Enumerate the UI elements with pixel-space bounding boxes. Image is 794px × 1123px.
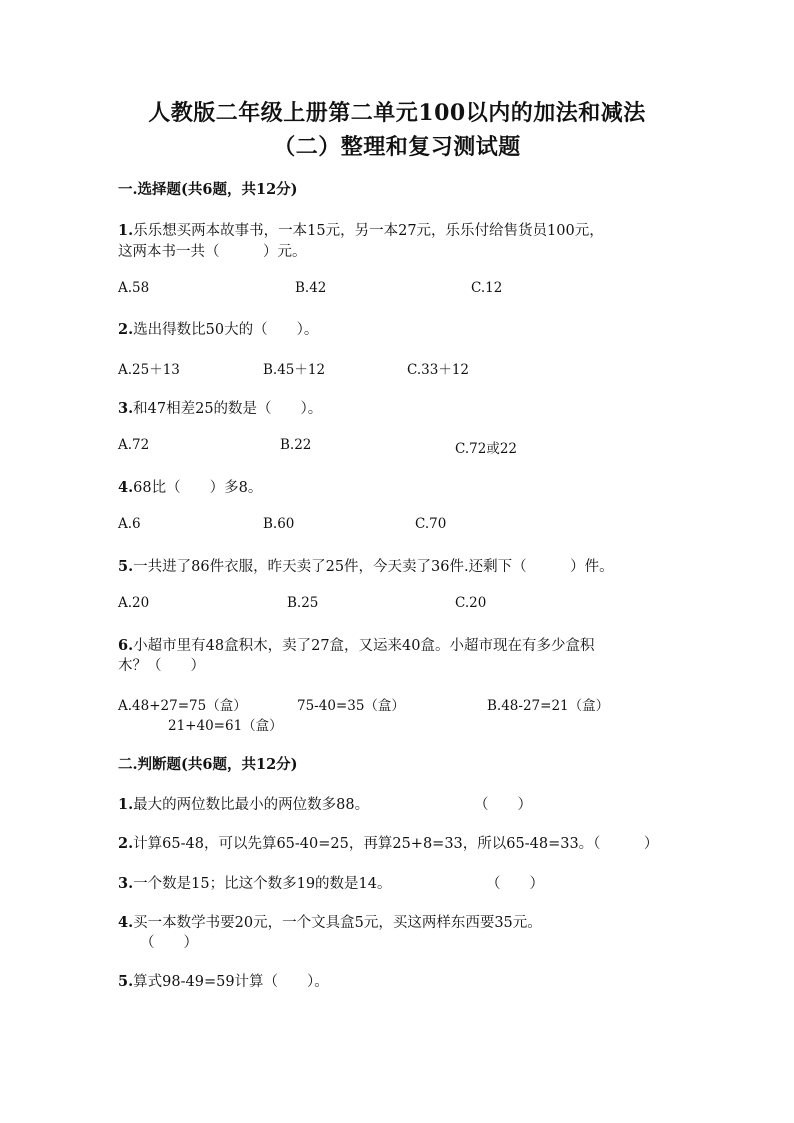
option-a: A.58 [118, 280, 150, 296]
option-c: C.20 [455, 595, 487, 611]
option-a: A.20 [118, 595, 150, 611]
option-b-step2: 21+40=61（盒） [168, 718, 283, 734]
judgement-question-4 [118, 911, 542, 932]
question-number: 6. [118, 637, 134, 654]
question-text: 算式98-49=59计算（ ）。 [133, 974, 329, 990]
question-text: 68比（ ）多8。 [133, 480, 263, 496]
answer-blank: （ ） [474, 797, 532, 813]
question-text: 小超市里有48盒积木，卖了27盒，又运来40盒。小超市现在有多少盒积 [133, 638, 595, 654]
option-b: B.60 [263, 516, 295, 532]
question-number: 2. [118, 835, 134, 852]
option-b: B.25 [287, 595, 319, 611]
question-text-continued: 木？（ ） [118, 658, 205, 674]
question-text-continued: 这两本书一共（ ）元。 [118, 244, 307, 260]
question-number: 5. [118, 558, 134, 575]
option-a-step2: 75-40=35（盒） [297, 698, 405, 714]
option-c: C.33＋12 [407, 362, 469, 378]
judgement-question-1 [118, 793, 369, 814]
option-b: B.48-27=21（盒） [487, 698, 610, 714]
question-number: 5. [118, 973, 134, 990]
judgement-question-5 [118, 970, 329, 991]
section-heading-judgement: 二.判断题(共6题，共12分) [118, 756, 298, 773]
option-b: B.42 [295, 280, 327, 296]
question-number: 1. [118, 222, 134, 239]
section-heading-choice: 一.选择题(共6题，共12分) [118, 181, 298, 198]
choice-question-3 [118, 397, 322, 418]
question-number: 4. [118, 914, 134, 931]
option-a: A.48+27=75（盒） [118, 698, 247, 714]
choice-question-5 [118, 555, 614, 576]
choice-question-6 [118, 634, 595, 655]
question-text: 买一本数学书要20元，一个文具盒5元，买这两样东西要35元。 [133, 915, 542, 931]
question-number: 4. [118, 479, 134, 496]
question-text: 和47相差25的数是（ ）。 [133, 401, 323, 417]
question-text: 一个数是15；比这个数多19的数是14。 [133, 876, 392, 892]
choice-question-1 [118, 219, 604, 240]
option-c: C.12 [471, 280, 503, 296]
document-title-line1: 人教版二年级上册第二单元100以内的加法和减法 [148, 100, 646, 126]
choice-question-4 [118, 476, 262, 497]
option-b: B.22 [280, 437, 312, 453]
answer-blank: （ ） [140, 935, 198, 951]
question-number: 1. [118, 796, 134, 813]
question-number: 3. [118, 400, 134, 417]
question-text: 一共进了86件衣服，昨天卖了25件，今天卖了36件.还剩下（ ）件。 [133, 559, 614, 575]
option-c: C.72或22 [455, 441, 517, 457]
answer-blank: （ ） [486, 876, 544, 892]
option-a: A.6 [118, 516, 141, 532]
judgement-question-3 [118, 872, 392, 893]
question-text: 最大的两位数比最小的两位数多88。 [133, 797, 370, 813]
option-a: A.25＋13 [118, 362, 180, 378]
option-c: C.70 [415, 516, 447, 532]
question-text: 计算65-48，可以先算65-40=25，再算25+8=33，所以65-48=33。（ ） [133, 836, 659, 852]
question-number: 3. [118, 875, 134, 892]
question-text: 乐乐想买两本故事书，一本15元，另一本27元，乐乐付给售货员100元， [133, 223, 604, 239]
judgement-question-2 [118, 832, 658, 853]
option-b: B.45＋12 [263, 362, 326, 378]
question-text: 选出得数比50大的（ ）。 [133, 322, 319, 338]
question-number: 2. [118, 321, 134, 338]
document-title-line2: （二）整理和复习测试题 [273, 134, 521, 160]
option-a: A.72 [118, 437, 150, 453]
choice-question-2 [118, 318, 318, 339]
